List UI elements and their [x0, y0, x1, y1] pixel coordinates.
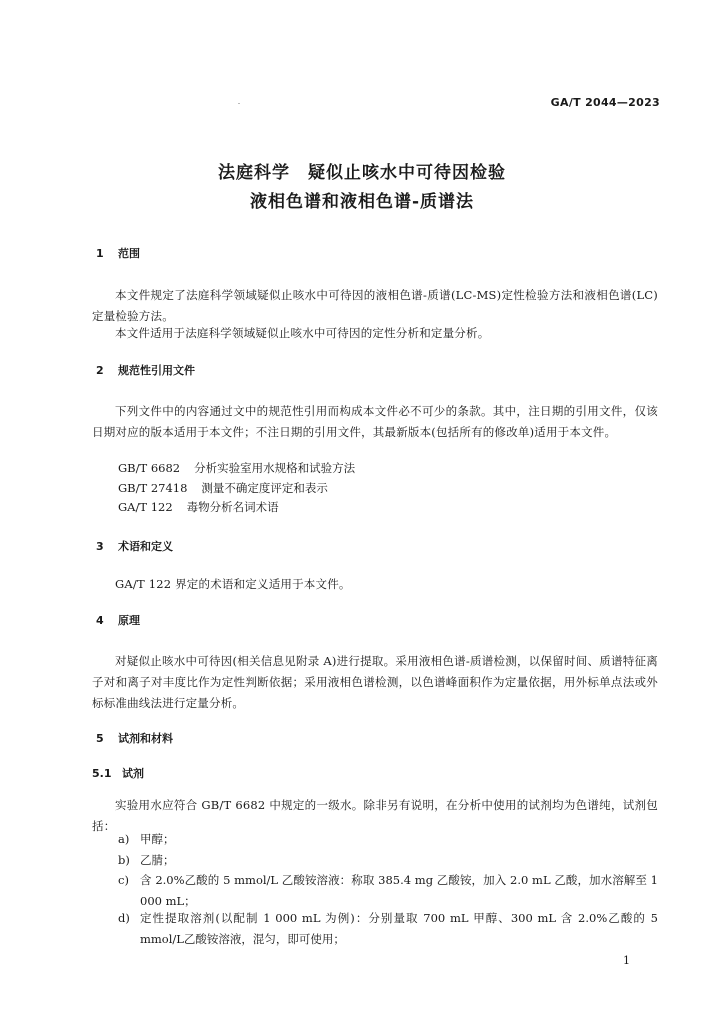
list-item [118, 829, 658, 850]
section-3-heading [96, 537, 173, 556]
reference-title: 毒物分析名词术语 [186, 500, 279, 514]
section-5-1-paragraph-1: 实验用水应符合 GB/T 6682 中规定的一级水。除非另有说明，在分析中使用的试剂均为色谱纯，试剂包括： [92, 798, 658, 833]
section-number: 5 [96, 732, 104, 745]
section-1-heading [96, 244, 140, 263]
reference-item [118, 499, 279, 515]
list-item-label: d) [118, 911, 130, 925]
list-item-label: b) [118, 853, 130, 867]
section-2-paragraph-1: 下列文件中的内容通过文中的规范性引用而构成本文件必不可少的条款。其中，注日期的引用文件，仅该日期对应的版本适用于本文件；不注日期的引用文件，其最新版本(包括所有的修改单)适用于本文件。 [92, 404, 658, 439]
reference-code: GB/T 27418 [118, 481, 188, 495]
section-title: 术语和定义 [118, 540, 173, 553]
section-1-paragraph-1: 本文件规定了法庭科学领域疑似止咳水中可待因的液相色谱-质谱(LC-MS)定性检验方法和液相色谱(LC)定量检验方法。 [92, 288, 658, 323]
reference-title: 分析实验室用水规格和试验方法 [194, 461, 356, 475]
list-item-text: 含 2.0%乙酸的 5 mmol/L 乙酸铵溶液：称取 385.4 mg 乙酸铵，加入 2.0 mL 乙酸，加水溶解至 1 000 mL； [140, 873, 658, 908]
reference-title: 测量不确定度评定和表示 [201, 481, 328, 495]
section-1-paragraph-2: 本文件适用于法庭科学领域疑似止咳水中可待因的定性分析和定量分析。 [115, 326, 490, 340]
section-number: 2 [96, 364, 104, 377]
list-item [118, 908, 658, 950]
document-title-line-2: 液相色谱和液相色谱-质谱法 [249, 192, 475, 212]
list-item-label: c) [118, 873, 129, 887]
section-title: 范围 [118, 247, 140, 260]
section-title: 规范性引用文件 [118, 364, 195, 377]
section-3-paragraph-1: GA/T 122 界定的术语和定义适用于本文件。 [115, 577, 351, 591]
document-title-line-1: 法庭科学 疑似止咳水中可待因检验 [218, 163, 506, 183]
list-item [118, 850, 658, 871]
list-item-label: a) [118, 832, 130, 846]
list-item [118, 870, 658, 912]
section-title: 试剂和材料 [118, 732, 173, 745]
list-item-text: 定性提取溶剂(以配制 1 000 mL 为例)：分别量取 700 mL 甲醇、300 mL 含 2.0%乙酸的 5 mmol/L乙酸铵溶液，混匀，即可使用； [140, 911, 658, 946]
section-2-heading [96, 361, 195, 380]
section-number: 1 [96, 247, 104, 260]
section-title: 试剂 [122, 767, 144, 780]
section-5-heading [96, 729, 173, 748]
section-5-1-heading [92, 764, 144, 783]
reference-item [118, 460, 355, 476]
section-title: 原理 [118, 614, 140, 627]
page-number: 1 [623, 954, 630, 967]
section-number: 5.1 [92, 767, 112, 780]
section-4-heading [96, 611, 140, 630]
section-number: 4 [96, 614, 104, 627]
list-item-text: 甲醇； [140, 832, 175, 846]
reference-code: GB/T 6682 [118, 461, 181, 475]
section-number: 3 [96, 540, 104, 553]
section-4-paragraph-1: 对疑似止咳水中可待因(相关信息见附录 A)进行提取。采用液相色谱-质谱检测，以保留时间、质谱特征离子对和离子对丰度比作为定性判断依据；采用液相色谱检测，以色谱峰面积作为定量依据，用外标单点法或外标标准曲线法进行定量分析。 [92, 654, 658, 710]
scan-speck [238, 103, 240, 104]
list-item-text: 乙腈； [140, 853, 175, 867]
reference-item [118, 480, 328, 496]
reference-code: GA/T 122 [118, 500, 173, 514]
standard-code: GA/T 2044—2023 [550, 96, 660, 109]
